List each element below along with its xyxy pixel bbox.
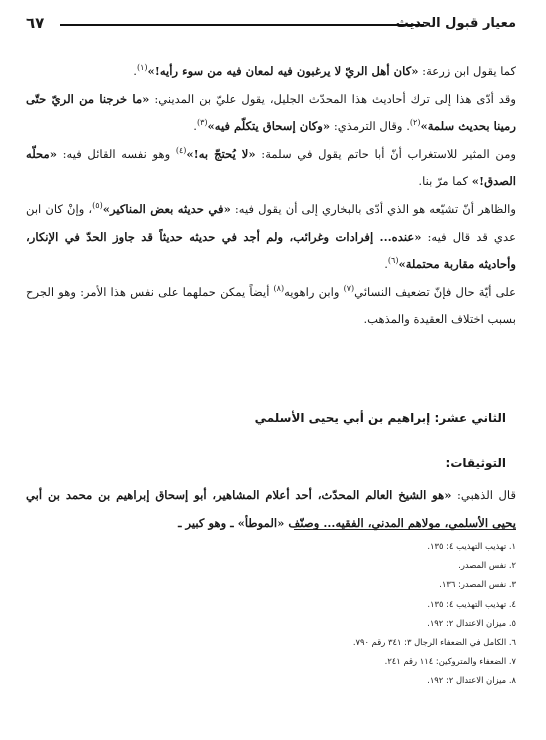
text-run: والظاهر أنّ تشيّعه هو الذي أدّى بالبخاري إلى أن يقول فيه: [230, 201, 516, 216]
footnote: ٦. الكامل في الضعفاء الرجال ٣: ٣٤١ رقم ٧٩٠. [352, 637, 516, 648]
footnote-ref[interactable]: (٥) [92, 201, 103, 211]
footnote-ref[interactable]: (٧) [343, 283, 355, 293]
text-run: كما يقول ابن زرعة: [418, 64, 516, 78]
text-run: وقد أدّى هذا إلى ترك أحاديث هذا المحدّث الجليل، يقول عليّ بن المديني: [149, 91, 516, 106]
text-run: وهو نفسه القائل فيه: [57, 146, 176, 161]
footnote: ٨. ميزان الاعتدال ٢: ١٩٢. [427, 675, 516, 686]
quote: «في حديثه بعض المناكير» [102, 201, 231, 216]
footnote-ref[interactable]: (٨) [273, 283, 285, 293]
footnote-ref[interactable]: (٤) [175, 145, 187, 155]
quote: «محلّه الصدق!» [26, 146, 516, 189]
text-run: كما مرّ بنا. [418, 174, 472, 189]
paragraph-2 [26, 86, 516, 141]
text-run: . [133, 64, 137, 78]
quote: «عنده... إفرادات وغرائب، ولم أجد في حديثه حديثاً قد جاوز الحدّ في الإنكار، وأحاديثه مقاربة محتملة» [26, 229, 516, 272]
running-title: معيار قبول الحديث [395, 16, 516, 31]
quote: «هو الشيخ العالم المحدّث، أحد أعلام المشاهير، أبو إسحاق إبراهيم بن محمد بن أبي يحيى الأسلمي، مولاهم المدني، الفقيه... وصنّف «الموطأ» ـ وهو كبير ـ [26, 488, 516, 530]
text-run: قال الذهبي: [451, 488, 517, 502]
footnote: ٢. نفس المصدر. [458, 560, 516, 571]
page-number: ٦٧ [26, 14, 45, 32]
paragraph-5 [26, 279, 516, 334]
footnote-ref[interactable]: (٦) [387, 256, 399, 266]
header-rule [60, 24, 424, 26]
text-run: . [384, 257, 388, 272]
section-heading: الثاني عشر: إبراهيم بن أبي يحيى الأسلمي [254, 411, 506, 425]
page-body [26, 50, 517, 530]
text-run: . وقال الترمذي: [330, 119, 410, 134]
text-run: وابن راهويه [284, 284, 344, 299]
page-header [26, 14, 516, 38]
footnote: ٤. تهذيب التهذيب ٤: ١٣٥. [427, 598, 516, 609]
footnote: ٧. الضعفاء والمتروكين: ١١٤ رقم ٢٤١. [384, 656, 516, 667]
paragraph-1 [26, 58, 516, 86]
quote: «كان أهل الريّ لا يرغبون فيه لمعان فيه من سوء رأيه!» [147, 64, 419, 78]
quote: «وكان إسحاق يتكلّم فيه» [207, 119, 331, 134]
footnote: ٣. نفس المصدر: ١٣٦. [439, 579, 516, 590]
footnote-ref[interactable]: (٣) [196, 118, 208, 128]
footnote-divider [294, 529, 516, 530]
footnote: ١. تهذيب التهذيب ٤: ١٣٥. [427, 541, 516, 551]
text-run: ، وإنْ كان ابن عدي قد قال فيه: [26, 201, 516, 244]
footnotes-list [256, 537, 516, 691]
footnote-ref[interactable]: (٢) [409, 118, 421, 128]
paragraph-4 [26, 196, 516, 279]
quote: «ما خرجنا من الريّ حتّى رمينا بحديث سلمة» [26, 91, 516, 134]
quote: «لا يُحتجّ به!» [186, 146, 256, 161]
footnote: ٥. ميزان الاعتدال ٢: ١٩٢. [427, 617, 516, 628]
footnote-ref[interactable]: (١) [136, 63, 148, 73]
text-run: على أيّة حال فإنّ تضعيف النسائي [354, 284, 516, 299]
subsection-heading: التوثيقات: [445, 456, 506, 470]
paragraph-3 [26, 141, 516, 196]
text-run: أيضاً يمكن حملهما على نفس هذا الأمر: وهو الجرح بسبب اختلاف العقيدة والمذهب. [26, 284, 516, 327]
text-run: . [193, 119, 197, 134]
text-run: ومن المثير للاستغراب أنّ أبا حاتم يقول في سلمة: [255, 146, 517, 161]
